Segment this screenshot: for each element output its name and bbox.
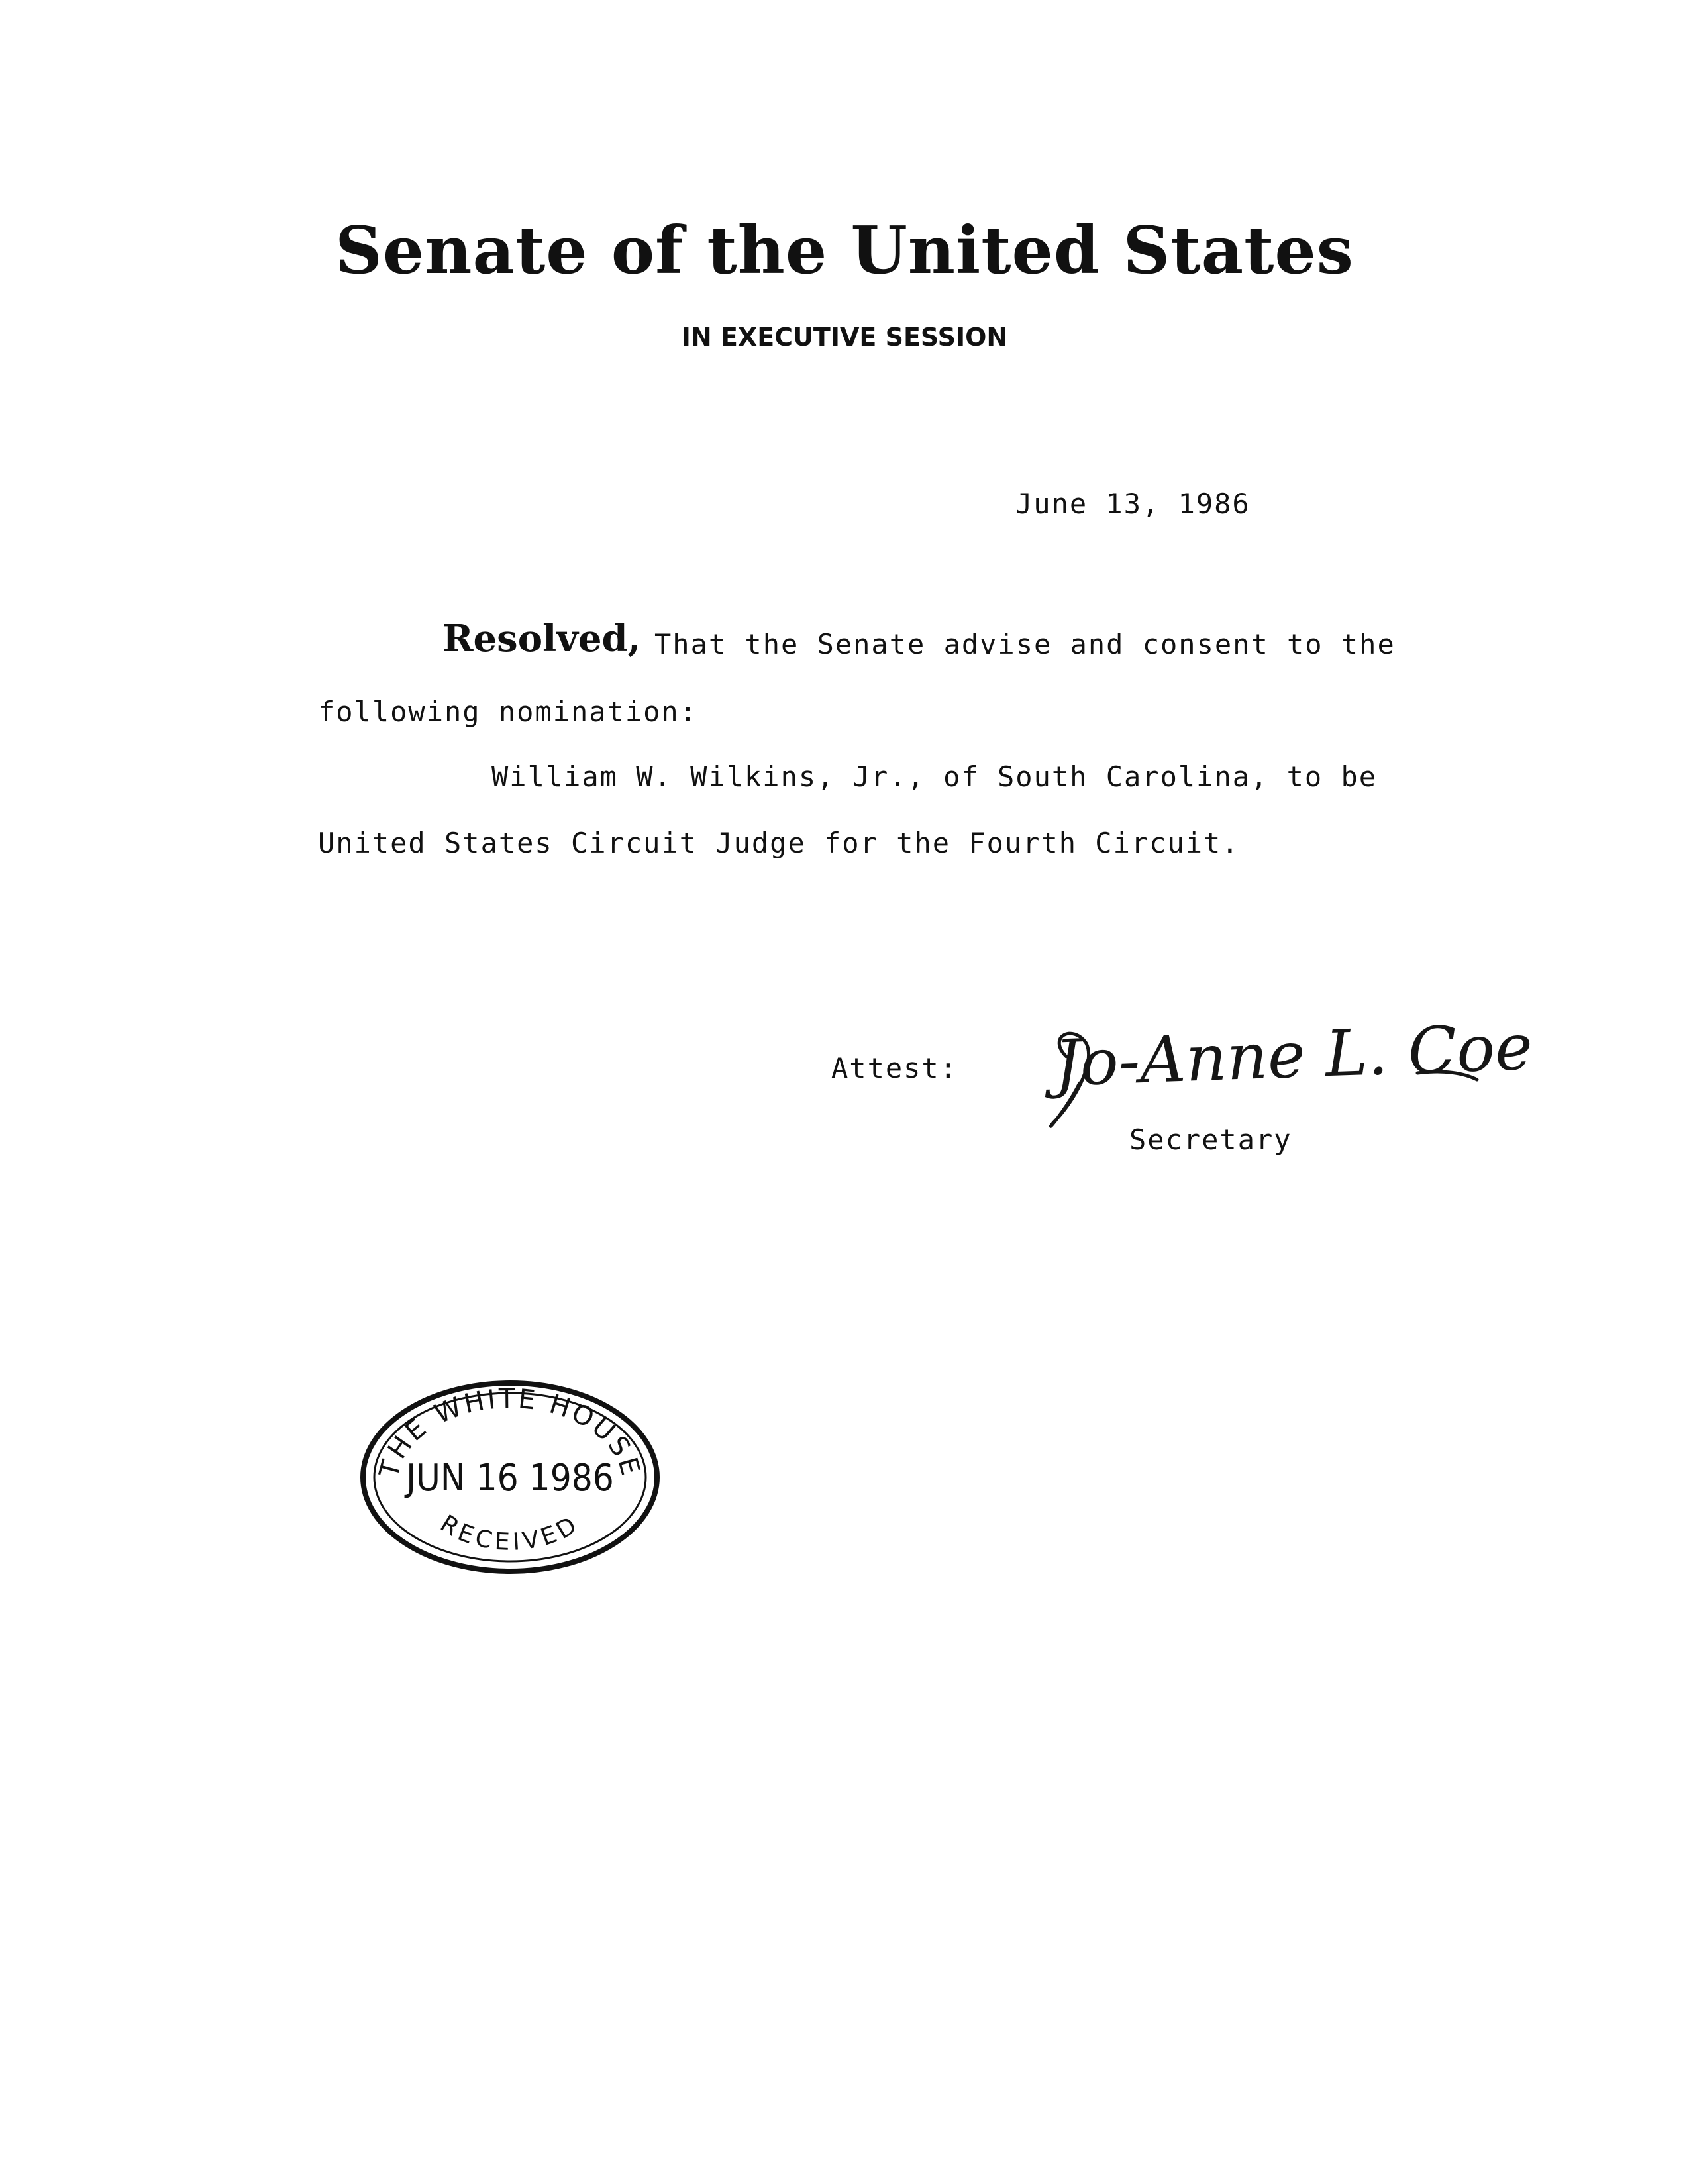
secretary-title: Secretary (1129, 1123, 1292, 1156)
attest-label: Attest: (831, 1052, 958, 1084)
stamp-top-text: THE WHITE HOUSE (374, 1383, 646, 1481)
resolution-text-line-1: That the Senate advise and consent to the (654, 628, 1396, 660)
nomination-text-line-2: United States Circuit Judge for the Fourth Circuit. (318, 827, 1240, 859)
document-date: June 13, 1986 (1015, 488, 1251, 520)
white-house-received-stamp (358, 1378, 662, 1577)
resolved-label: Resolved, (442, 617, 641, 660)
resolution-text-line-2: following nomination: (318, 696, 698, 728)
stamp-date: JUN 16 1986 (406, 1457, 614, 1500)
svg-text:RECEIVED (435, 1510, 584, 1556)
senate-heading: Senate of the United States (335, 213, 1354, 289)
nomination-text-line-1: William W. Wilkins, Jr., of South Carolina, to be (491, 760, 1378, 793)
stamp-bottom-text: RECEIVED (435, 1510, 585, 1557)
signature: Jo-Anne L. Coe (1053, 1010, 1534, 1101)
session-subtitle: IN EXECUTIVE SESSION (681, 323, 1008, 352)
